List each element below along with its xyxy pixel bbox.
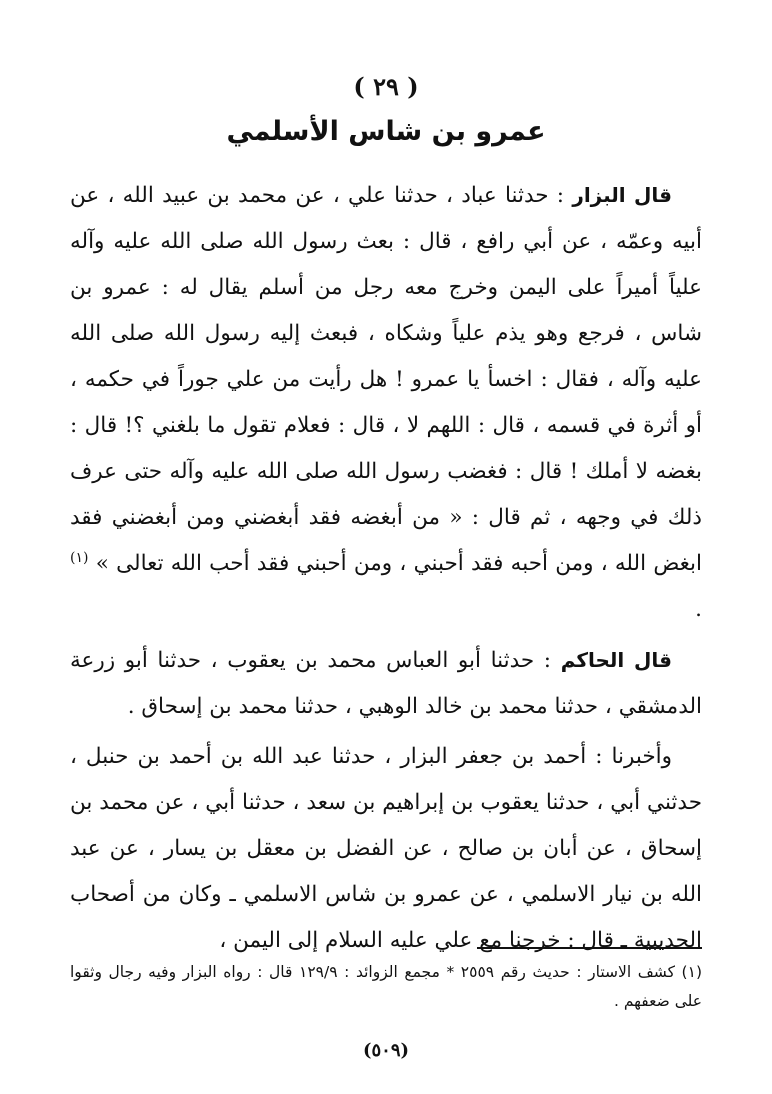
book-page [70, 0, 702, 1094]
footnote-1: (١) كشف الاستار : حديث رقم ٢٥٥٩ * مجمع الزوائد : ١٢٩/٩ قال : رواه البزار وفيه رجال وثقوا على ضعفهم . [70, 963, 702, 1010]
main-text [70, 172, 702, 964]
chapter-title: عمرو بن شاس الأسلمي [226, 116, 546, 147]
paragraph-bazzar [70, 172, 702, 633]
paragraph-tail: . [695, 597, 702, 622]
paragraph-akhbarana [70, 734, 702, 964]
chapter-number: ( ٢٩ ) [353, 72, 419, 101]
paragraph-text: : حدثنا أبو العباس محمد بن يعقوب ، حدثنا أبو زرعة الدمشقي ، حدثنا محمد بن خالد الوهبي ، حدثنا محمد بن إسحاق . [70, 648, 702, 719]
paragraph-text: : حدثنا عباد ، حدثنا علي ، عن محمد بن عبيد الله ، عن أبيه وعمّه ، عن أبي رافع ، قال : بعث رسول الله صلى الله عليه وآله علياً أميراً على اليمن وخرج معه رجل من أسلم يقال له : عمرو بن شاس ، فرجع وهو يذم علياً وشكاه ، فبعث إليه رسول الله صلى الله عليه وآله ، فقال : اخسأ يا عمرو ! هل رأيت من علي جوراً في حكمه ، أو أثرة في قسمه ، قال : اللهم لا ، قال : فعلام تقول ما بلغني ؟! قال : بغضه لا أملك ! قال : فغضب رسول الله صلى الله عليه وآله حتى عرف ذلك في وجهه ، ثم قال : « من أبغضه فقد أبغضني ومن أبغضني فقد ابغض الله ، ومن أحبه فقد أحبني ، ومن أحبني فقد أحب الله تعالى » [70, 183, 702, 576]
speaker-label: قال الحاكم [560, 648, 672, 672]
footnote-divider [477, 947, 702, 949]
footnotes [70, 958, 702, 1016]
footnote-reference[interactable]: (١) [70, 549, 89, 566]
paragraph-hakim [70, 637, 702, 730]
speaker-label: قال البزار [572, 183, 672, 207]
paragraph-text: وأخبرنا : أحمد بن جعفر البزار ، حدثنا عبد الله بن أحمد بن حنبل ، حدثني أبي ، حدثنا يعقوب بن إبراهيم بن سعد ، حدثنا أبي ، عن محمد بن إسحاق ، عن أبان بن صالح ، عن الفضل بن معقل بن يسار ، عن عبد الله بن نيار الاسلمي ، عن عمرو بن شاس الاسلمي ـ وكان من أصحاب الحديبية ـ قال : خرجنا مع علي عليه السلام إلى اليمن ، [70, 744, 702, 953]
page-number: (٥٠٩) [362, 1040, 410, 1061]
